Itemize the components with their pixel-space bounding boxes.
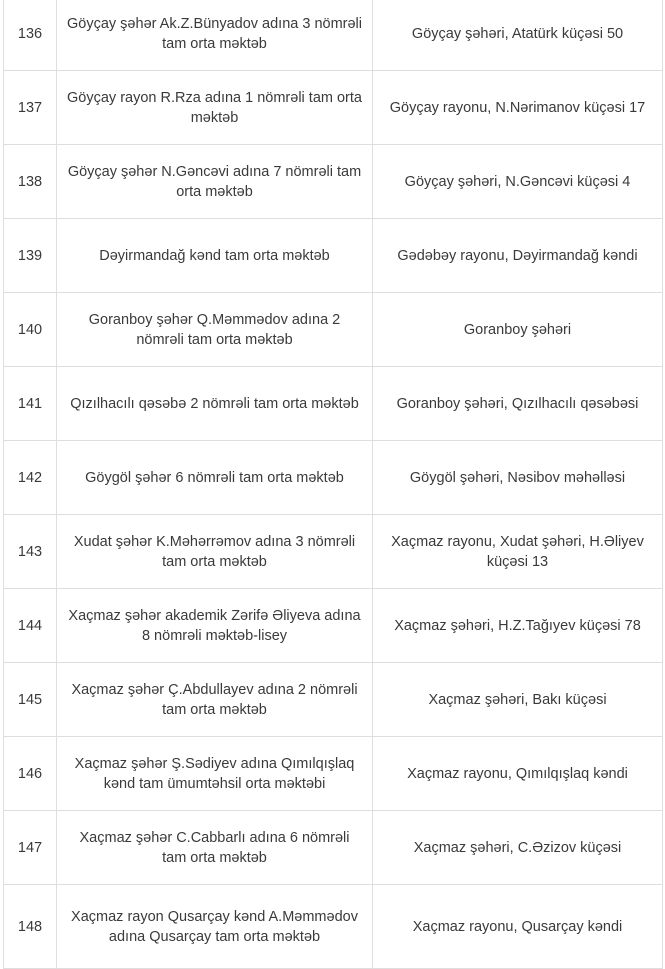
row-number: 148 <box>4 885 57 969</box>
school-address: Xaçmaz rayonu, Qusarçay kəndi <box>373 885 663 969</box>
table-row <box>4 367 663 441</box>
row-number: 138 <box>4 145 57 219</box>
school-name: Göyçay şəhər Ak.Z.Bünyadov adına 3 nömrəli tam orta məktəb <box>57 0 373 71</box>
table-row <box>4 441 663 515</box>
row-number: 141 <box>4 367 57 441</box>
school-name: Göyçay şəhər N.Gəncəvi adına 7 nömrəli tam orta məktəb <box>57 145 373 219</box>
school-address: Xaçmaz şəhəri, Bakı küçəsi <box>373 663 663 737</box>
school-address: Goranboy şəhəri <box>373 293 663 367</box>
school-address: Gədəbəy rayonu, Dəyirmandağ kəndi <box>373 219 663 293</box>
school-name: Xaçmaz şəhər Ç.Abdullayev adına 2 nömrəli tam orta məktəb <box>57 663 373 737</box>
row-number: 142 <box>4 441 57 515</box>
table-row <box>4 515 663 589</box>
school-address: Xaçmaz rayonu, Qımılqışlaq kəndi <box>373 737 663 811</box>
row-number: 137 <box>4 71 57 145</box>
school-name: Xaçmaz şəhər C.Cabbarlı adına 6 nömrəli tam orta məktəb <box>57 811 373 885</box>
table-row <box>4 589 663 663</box>
school-address: Göyçay şəhəri, Atatürk küçəsi 50 <box>373 0 663 71</box>
school-address: Goranboy şəhəri, Qızılhacılı qəsəbəsi <box>373 367 663 441</box>
table-row <box>4 219 663 293</box>
school-name: Qızılhacılı qəsəbə 2 nömrəli tam orta məktəb <box>57 367 373 441</box>
table-row <box>4 0 663 71</box>
school-address: Xaçmaz rayonu, Xudat şəhəri, H.Əliyev küçəsi 13 <box>373 515 663 589</box>
row-number: 140 <box>4 293 57 367</box>
school-address: Xaçmaz şəhəri, C.Əzizov küçəsi <box>373 811 663 885</box>
school-name: Göygöl şəhər 6 nömrəli tam orta məktəb <box>57 441 373 515</box>
table-row <box>4 811 663 885</box>
school-name: Xaçmaz şəhər Ş.Sədiyev adına Qımılqışlaq kənd tam ümumtəhsil orta məktəbi <box>57 737 373 811</box>
row-number: 145 <box>4 663 57 737</box>
table-row <box>4 737 663 811</box>
table-row <box>4 145 663 219</box>
school-address: Xaçmaz şəhəri, H.Z.Tağıyev küçəsi 78 <box>373 589 663 663</box>
row-number: 136 <box>4 0 57 71</box>
table-row <box>4 71 663 145</box>
table-row <box>4 885 663 969</box>
school-address: Göyçay rayonu, N.Nərimanov küçəsi 17 <box>373 71 663 145</box>
table-row <box>4 663 663 737</box>
row-number: 147 <box>4 811 57 885</box>
school-name: Göyçay rayon R.Rza adına 1 nömrəli tam orta məktəb <box>57 71 373 145</box>
school-address: Göyçay şəhəri, N.Gəncəvi küçəsi 4 <box>373 145 663 219</box>
row-number: 143 <box>4 515 57 589</box>
row-number: 144 <box>4 589 57 663</box>
school-name: Xudat şəhər K.Məhərrəmov adına 3 nömrəli tam orta məktəb <box>57 515 373 589</box>
school-address: Göygöl şəhəri, Nəsibov məhəlləsi <box>373 441 663 515</box>
row-number: 139 <box>4 219 57 293</box>
table-row <box>4 293 663 367</box>
schools-table <box>3 0 663 969</box>
school-name: Goranboy şəhər Q.Məmmədov adına 2 nömrəli tam orta məktəb <box>57 293 373 367</box>
school-name: Xaçmaz şəhər akademik Zərifə Əliyeva adına 8 nömrəli məktəb-lisey <box>57 589 373 663</box>
school-name: Xaçmaz rayon Qusarçay kənd A.Məmmədov adına Qusarçay tam orta məktəb <box>57 885 373 969</box>
school-name: Dəyirmandağ kənd tam orta məktəb <box>57 219 373 293</box>
row-number: 146 <box>4 737 57 811</box>
